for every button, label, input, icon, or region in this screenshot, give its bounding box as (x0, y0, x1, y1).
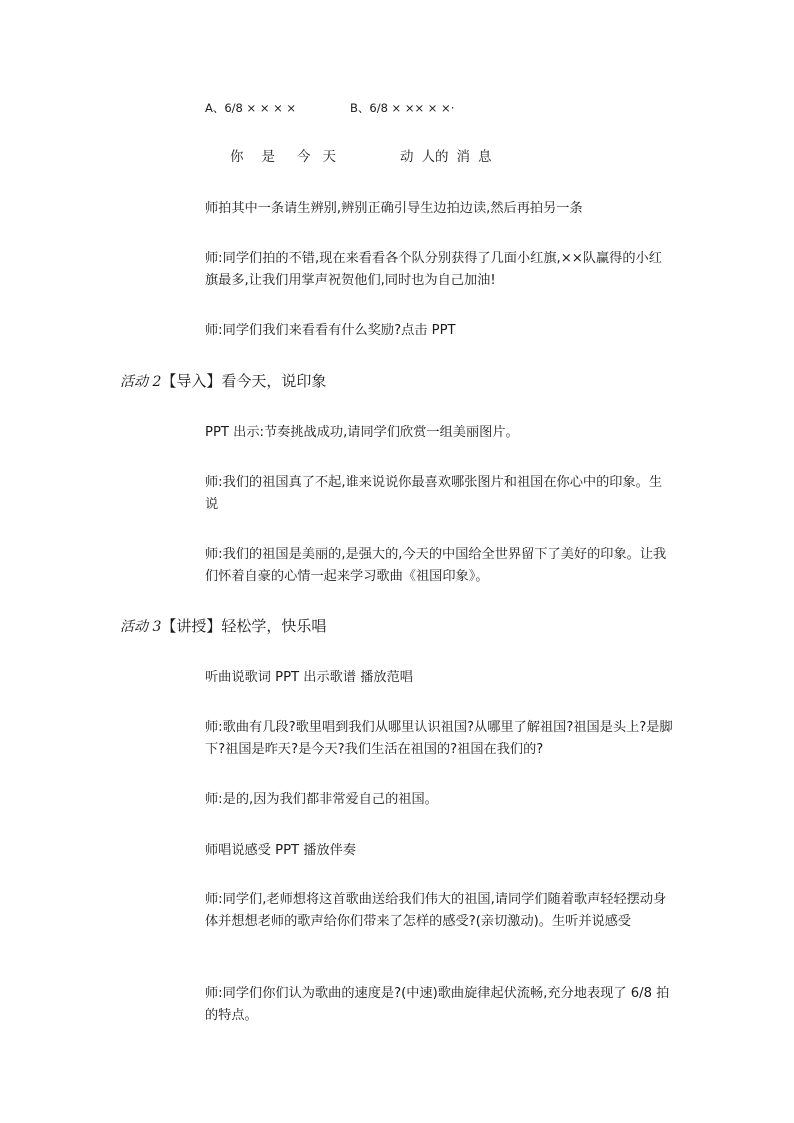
activity-label: 活动 3 (120, 619, 162, 635)
paragraph: 师:同学们你们认为歌曲的速度是?(中速)歌曲旋律起伏流畅,充分地表现了 6/8 拍的特点。 (205, 986, 670, 1023)
lyric-word: 今 (297, 149, 311, 165)
paragraph: 师:同学们拍的不错,现在来看看各个队分别获得了几面小红旗,××队赢得的小红旗最多,让我们用掌声祝贺他们,同时也为自己加油! (205, 251, 662, 288)
activity-2-heading (120, 370, 326, 393)
paragraph: PPT 出示:节奏挑战成功,请同学们欣赏一组美丽图片。 (205, 425, 519, 440)
lyric-line (230, 147, 492, 167)
paragraph: 师:歌曲有几段?歌里唱到我们从哪里认识祖国?从哪里了解祖国?祖国是头上?是脚下?祖国是昨天?是今天?我们生活在祖国的?祖国在我们的? (205, 720, 673, 757)
rhythm-option-a: A、6/8 × × × × (205, 101, 297, 115)
activity-label: 活动 2 (120, 374, 162, 390)
lyric-word: 是 (261, 149, 275, 165)
activity-title: 【导入】看今天，说印象 (161, 372, 327, 390)
lyric-word: 息 (478, 149, 492, 165)
paragraph: 听曲说歌词 PPT 出示歌谱 播放范唱 (205, 670, 413, 685)
lyric-word: 你 (230, 149, 244, 165)
paragraph: 师:是的,因为我们都非常爱自己的祖国。 (205, 792, 438, 807)
paragraph: 师:我们的祖国真了不起,谁来说说你最喜欢哪张图片和祖国在你心中的印象。生说 (205, 475, 663, 512)
paragraph: 师拍其中一条请生辨别,辨别正确引导生边拍边读,然后再拍另一条 (205, 201, 583, 216)
paragraph: 师唱说感受 PPT 播放伴奏 (205, 843, 357, 858)
rhythm-option-b: B、6/8 × ×× × ×· (350, 101, 455, 115)
activity-title: 【讲授】轻松学，快乐唱 (161, 617, 327, 635)
lyric-word: 人的 (421, 149, 449, 165)
paragraph: 师:同学们,老师想将这首歌曲送给我们伟大的祖国,请同学们随着歌声轻轻摆动身体并想想老师的歌声给你们带来了怎样的感受?(亲切激动)。生听并说感受 (205, 892, 667, 929)
activity-3-heading (120, 615, 326, 638)
lyric-word: 消 (456, 149, 470, 165)
paragraph: 师:同学们我们来看看有什么奖励?点击 PPT (205, 323, 456, 338)
lyric-word: 动 (400, 149, 414, 165)
paragraph: 师:我们的祖国是美丽的,是强大的,今天的中国给全世界留下了美好的印象。让我们怀着自豪的心情一起来学习歌曲《祖国印象》。 (205, 547, 667, 584)
lyric-word: 天 (322, 149, 336, 165)
